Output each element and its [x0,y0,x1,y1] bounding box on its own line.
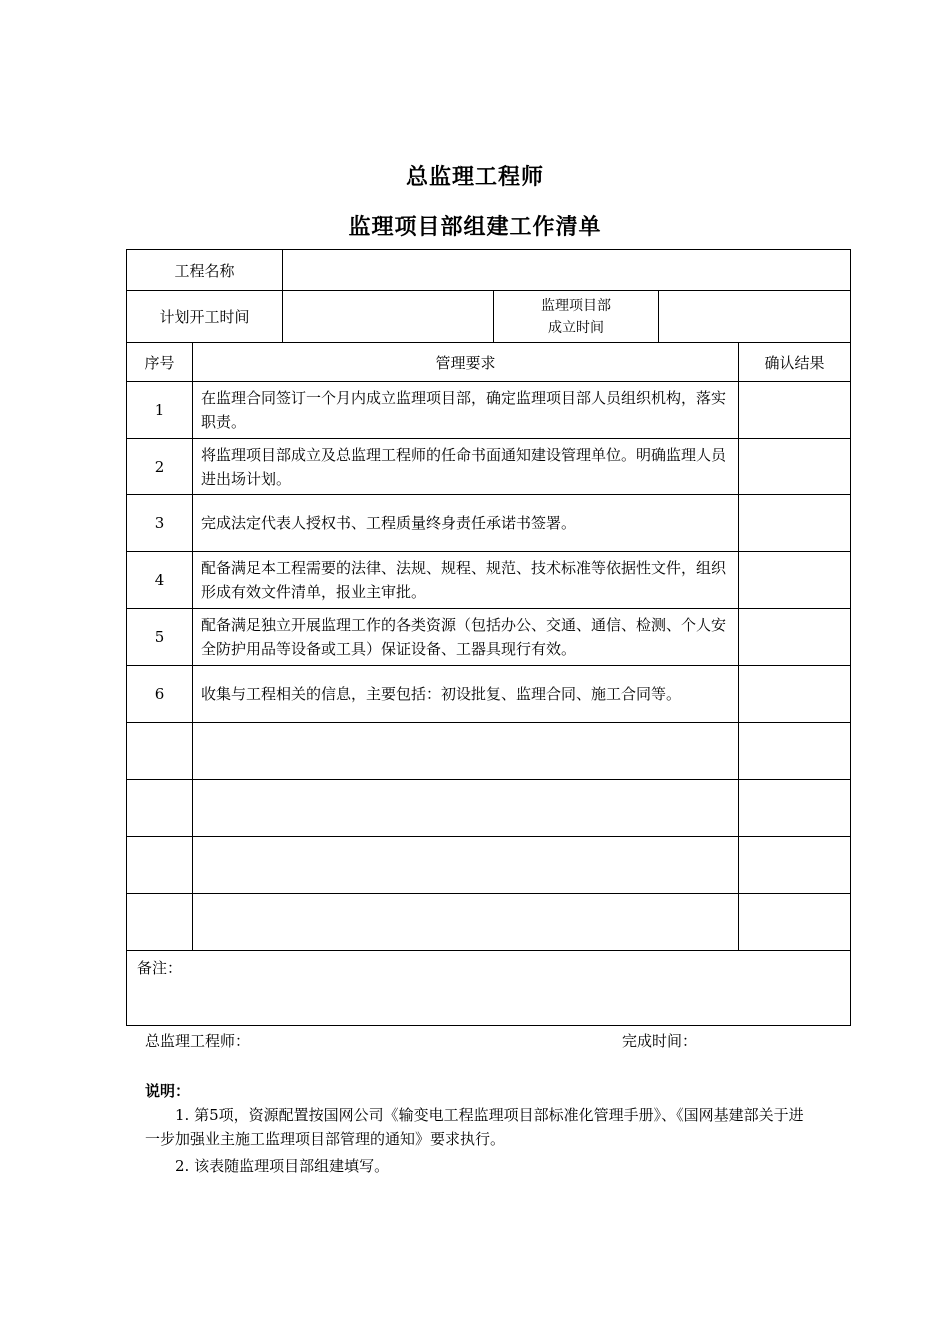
result-field[interactable] [739,666,851,723]
column-header-no: 序号 [127,343,193,382]
result-field[interactable] [739,894,851,951]
note-item: 1. 第5项，资源配置按国网公司《输变电工程监理项目部标准化管理手册》、《国网基建部关于进一步加强业主施工监理项目部管理的通知》要求执行。 [145,1106,804,1148]
established-time-label [494,291,659,343]
table-row [127,780,851,837]
table-row [127,439,851,495]
row-number: 6 [127,666,193,723]
table-row [127,837,851,894]
result-field[interactable] [739,780,851,837]
requirement-text[interactable] [193,894,739,951]
row-number: 1 [127,382,193,439]
table-row [127,382,851,439]
established-label-line2: 成立时间 [548,319,605,336]
established-label-line1: 监理项目部 [541,297,612,314]
result-field[interactable] [739,495,851,552]
document-title: 总监理工程师 [405,165,544,190]
completion-date-label: 完成时间： [622,1032,698,1050]
notes-title: 说明： [145,1082,191,1100]
note-item: 2. 该表随监理项目部组建填写。 [175,1157,390,1175]
row-number: 2 [127,439,193,495]
row-number [127,780,193,837]
requirement-text[interactable] [193,780,739,837]
remark-field[interactable] [127,951,851,1026]
row-number [127,894,193,951]
planned-start-label: 计划开工时间 [127,291,283,343]
table-row [127,609,851,666]
requirement-text: 配备满足独立开展监理工作的各类资源（包括办公、交通、通信、检测、个人安全防护用品等设备或工具）保证设备、工器具现行有效。 [193,609,739,666]
table-row [127,666,851,723]
checklist-table [126,249,851,1026]
requirement-text[interactable] [193,837,739,894]
requirement-text: 配备满足本工程需要的法律、法规、规程、规范、技术标准等依据性文件，组织形成有效文件清单，报业主审批。 [193,552,739,609]
row-number: 5 [127,609,193,666]
result-field[interactable] [739,837,851,894]
requirement-text[interactable] [193,723,739,780]
table-row [127,495,851,552]
requirement-text: 完成法定代表人授权书、工程质量终身责任承诺书签署。 [193,495,739,552]
row-number: 4 [127,552,193,609]
result-field[interactable] [739,552,851,609]
table-row [127,552,851,609]
result-field[interactable] [739,609,851,666]
result-field[interactable] [739,723,851,780]
chief-engineer-signature-label: 总监理工程师： [145,1032,251,1050]
table-row [127,894,851,951]
project-name-label: 工程名称 [127,250,283,291]
result-field[interactable] [739,439,851,495]
row-number [127,723,193,780]
table-row [127,723,851,780]
project-name-field[interactable] [283,250,851,291]
column-header-requirement: 管理要求 [193,343,739,382]
requirement-text: 在监理合同签订一个月内成立监理项目部，确定监理项目部人员组织机构，落实职责。 [193,382,739,439]
remark-label: 备注： [137,959,183,977]
document-subtitle: 监理项目部组建工作清单 [348,215,602,240]
column-header-result: 确认结果 [739,343,851,382]
result-field[interactable] [739,382,851,439]
established-time-field[interactable] [659,291,851,343]
requirement-text: 收集与工程相关的信息，主要包括：初设批复、监理合同、施工合同等。 [193,666,739,723]
requirement-text: 将监理项目部成立及总监理工程师的任命书面通知建设管理单位。明确监理人员进出场计划。 [193,439,739,495]
planned-start-field[interactable] [283,291,494,343]
row-number: 3 [127,495,193,552]
row-number [127,837,193,894]
